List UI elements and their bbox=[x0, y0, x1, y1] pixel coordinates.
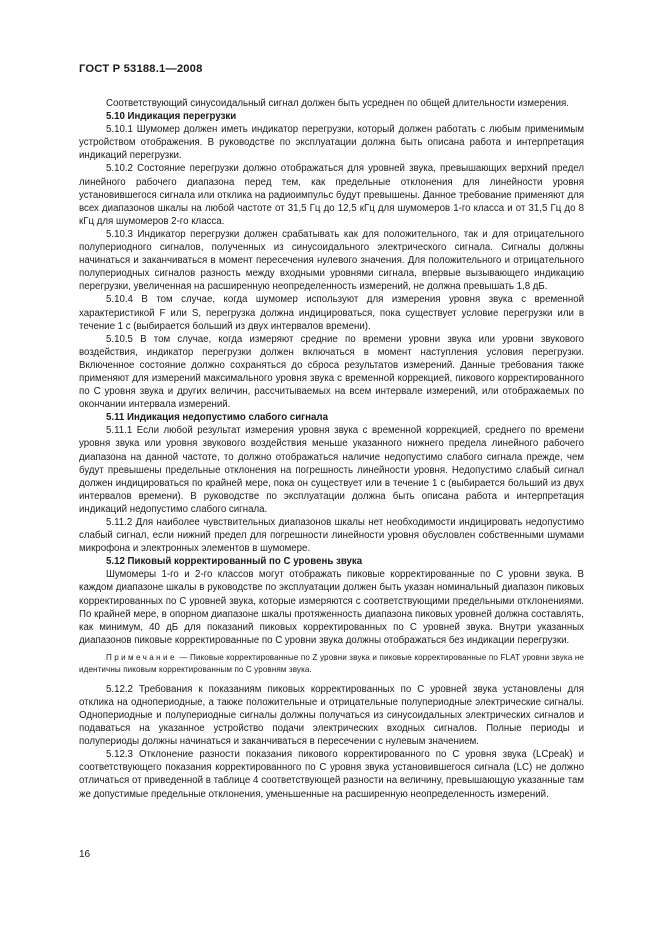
paragraph: 5.12.3 Отклонение разности показания пикового корректированного по С уровня звука (LCpeak) и соответствующего показания корректированного по С уровня звука установившегося сигнала (LC) не должно отличаться от приведенной в таблице 4 соответствующей разности на величину, превышающую указанные там же допустимые предельные отклонения, уменьшенные на расширенную неопределенность измерений. bbox=[79, 749, 584, 800]
paragraph: Шумомеры 1-го и 2-го классов могут отображать пиковые корректированные по С уровни звука. В каждом диапазоне шкалы в руководстве по эксплуатации должен быть указан номинальный диапазон пиковых корректированных по С уровней звука, которые измеряются с соответствующими предельными отклонениями. По крайней мере, в опорном диапазоне шкалы протяженность диапазона пиковых уровней должна составлять, как минимум, 40 дБ для показаний пиковых корректированных по С уровней звука. Внутри указанных диапазонов пиковые корректированные по С уровни звука должны отображаться без индикации перегрузки. bbox=[79, 569, 584, 646]
paragraph: 5.11.2 Для наиболее чувствительных диапазонов шкалы нет необходимости индицировать недопустимо слабый сигнал, если нижний предел для погрешности линейности уровня обусловлен собственными шумами микрофона и электронных элементов в шумомере. bbox=[79, 517, 584, 555]
section-heading: 5.10 Индикация перегрузки bbox=[106, 111, 237, 123]
note-label: Примечание bbox=[106, 652, 177, 662]
paragraph: 5.11.1 Если любой результат измерения уровня звука с временной коррекцией, среднего по времени уровня звука или уровня звукового воздействия меньше указанного нижнего предела линейного рабочего диапазона на данной частоте, то должно отображаться наличие недопустимо слабого сигнала прежде, чем будут превышены предельные отклонения на погрешность линейности уровня. Недопустимо слабый сигнал должен индицироваться по крайней мере, пока он существует или в течение 1 с (выбирается больший из двух интервалов времени). В руководстве по эксплуатации должна быть описана работа и интерпретация индикаций недопустимо слабого сигнала. bbox=[79, 425, 584, 515]
page-number: 16 bbox=[79, 849, 91, 860]
section-heading: 5.11 Индикация недопустимо слабого сигнала bbox=[106, 412, 328, 424]
paragraph: 5.10.2 Состояние перегрузки должно отображаться для уровней звука, превышающих верхний предел линейного рабочего диапазона перед тем, как предельные отклонения для линейности уровня установившегося сигнала или отклика на радиоимпульс будут превышены. Данное требование применяют для всех диапазонов шкалы на любой частоте от 31,5 Гц до 12,5 кГц для шумомеров 1-го класса и от 31,5 Гц до 8 кГц для шумомеров 2-го класса. bbox=[79, 163, 584, 227]
paragraph: 5.10.3 Индикатор перегрузки должен срабатывать как для положительного, так и для отрицательного полупериодного сигналов, полученных из синусоидального электрического сигнала. Сигналы должны начинаться и заканчиваться в момент пересечения нулевого значения. Для положительного и отрицательного полупериодных сигналов разность между входными уровнями сигнала, впервые вызывающего индикацию перегрузки, увеличенная на расширенную неопределенность измерений, не должна превышать 1,8 дБ. bbox=[79, 228, 584, 293]
paragraph: 5.12.2 Требования к показаниям пиковых корректированных по С уровней звука установлены для отклика на однопериодные, а также положительные и отрицательные полупериодные электрические сигналы. Однопериодные и полупериодные сигналы должны получаться из синусоидальных электрических сигналов и подаваться на указанное устройство подачи электрических входных сигналов. Полные периоды и полупериоды должны начинаться и заканчиваться в пересечении с нулевым значением. bbox=[79, 683, 584, 748]
paragraph: 5.10.4 В том случае, когда шумомер используют для измерения уровня звука с временной характеристикой F или S, перегрузка должна индицироваться, пока существует условие перегрузки или в течение 1 с (выбирается больший из двух интервалов времени). bbox=[79, 294, 584, 332]
paragraph: Соответствующий синусоидальный сигнал должен быть усреднен по общей длительности измерения. bbox=[106, 98, 569, 109]
paragraph: 5.10.1 Шумомер должен иметь индикатор перегрузки, который должен работать с любым применимым устройством отображения. В руководстве по эксплуатации должна быть описана работа и интерпретация индикаций перегрузки. bbox=[79, 124, 584, 162]
note bbox=[79, 652, 584, 677]
section-heading: 5.12 Пиковый корректированный по С уровень звука bbox=[106, 556, 363, 568]
paragraph: 5.10.5 В том случае, когда измеряют средние по времени уровни звука или уровни звукового воздействия, индикатор перегрузки должен включаться в момент наступления условия перегрузки. Включенное состояние должно сохраняться до сброса результатов измерений. Данные требования также применяют для измерений максимального уровня звука с временной коррекцией, пикового корректированного по С уровня звука и других величин, рассчитываемых на всем интервале измерений, или отображаемых по окончании интервала измерений. bbox=[79, 333, 584, 411]
note-text: — Пиковые корректированные по Z уровни звука и пиковые корректированные по FLAT уровни звука не идентичны пиковым корректированным по С уровням звука. bbox=[79, 652, 584, 675]
page-header: ГОСТ Р 53188.1—2008 bbox=[79, 63, 203, 75]
document-body bbox=[79, 97, 584, 801]
